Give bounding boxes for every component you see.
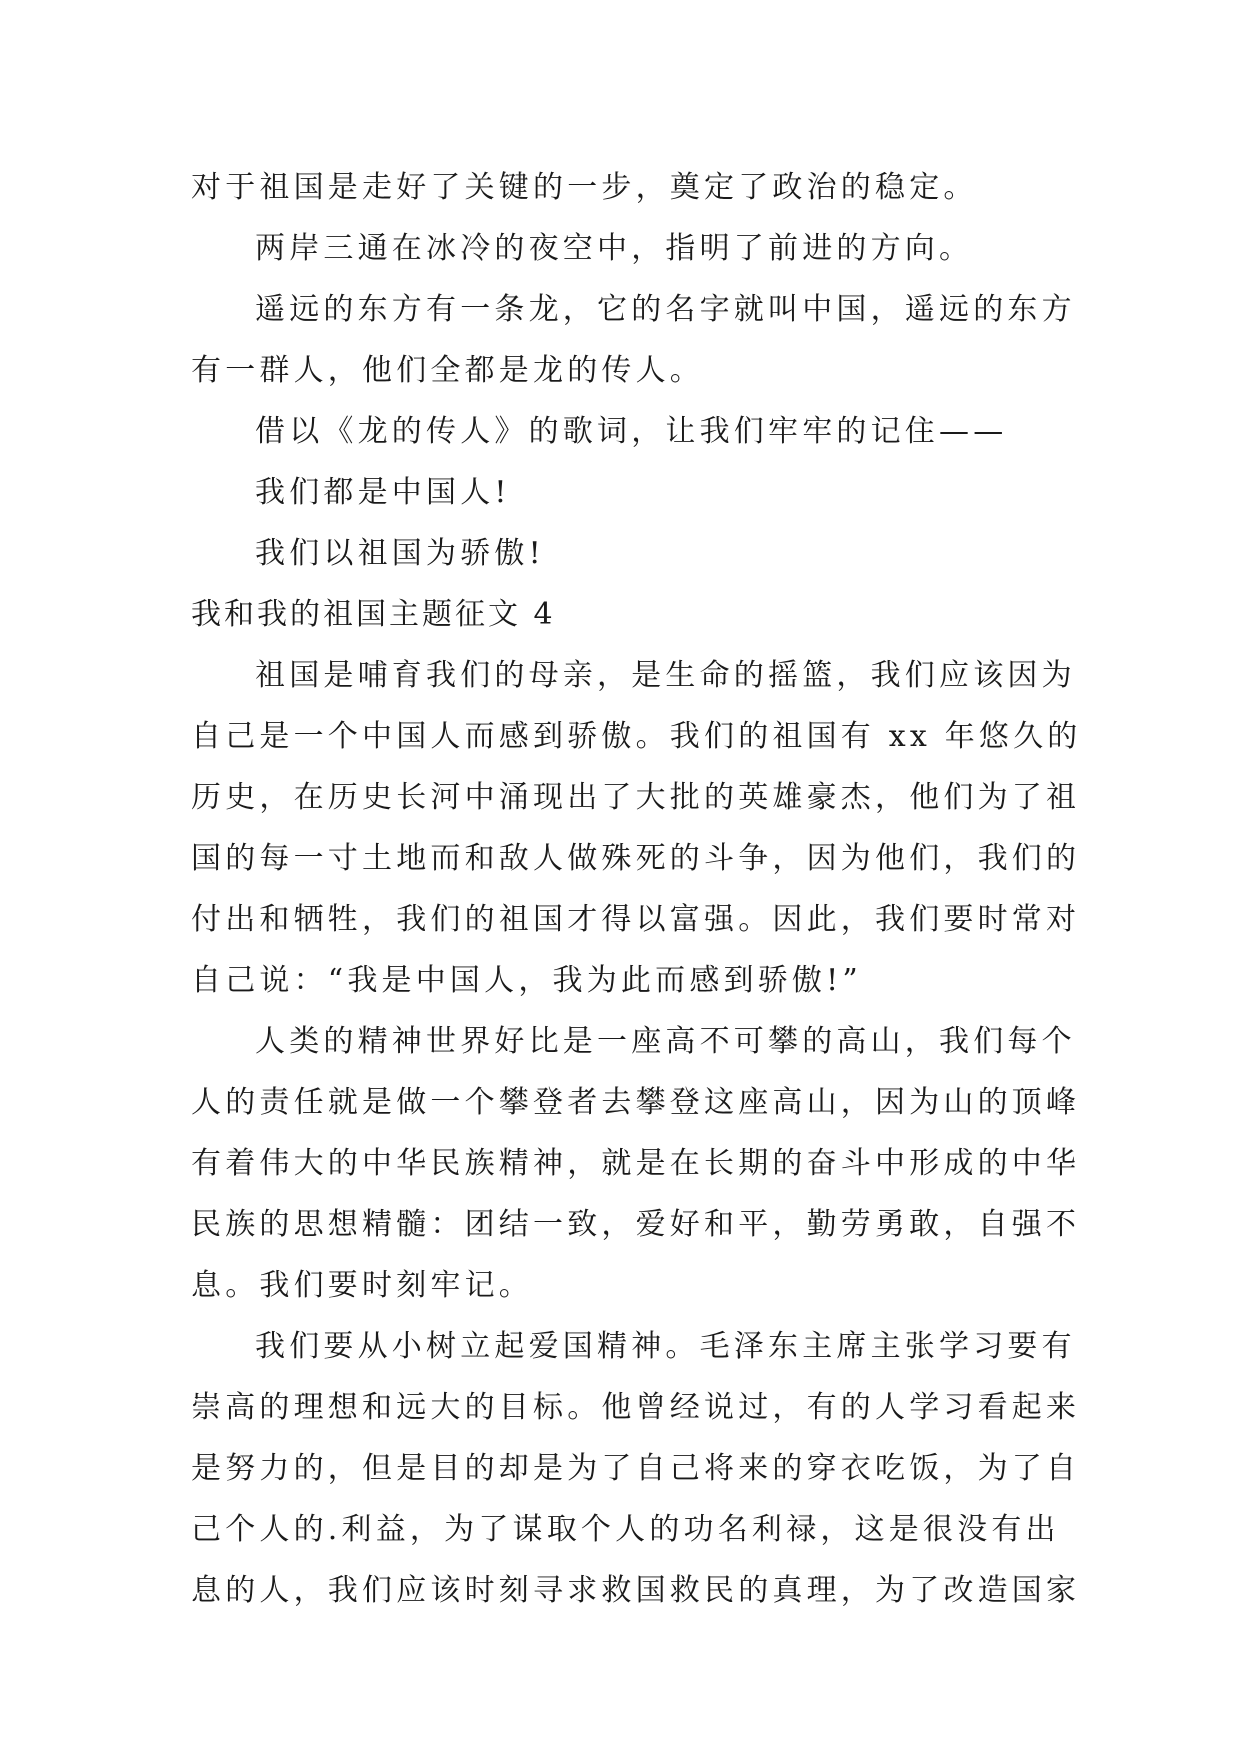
text-line: 自己是一个中国人而感到骄傲。我们的祖国有 xx 年悠久的 — [191, 719, 1082, 754]
text-line: 对于祖国是走好了关键的一步，奠定了政治的稳定。 — [191, 170, 978, 205]
text-line: 有一群人，他们全都是龙的传人。 — [191, 353, 704, 388]
text-line: 我们要从小树立起爱国精神。毛泽东主席主张学习要有 — [255, 1329, 1076, 1364]
text-line: 崇高的理想和远大的目标。他曾经说过，有的人学习看起来 — [191, 1390, 1081, 1425]
text-line: 有着伟大的中华民族精神，就是在长期的奋斗中形成的中华 — [191, 1146, 1081, 1181]
text-line: 是努力的，但是目的却是为了自己将来的穿衣吃饭，为了自 — [191, 1451, 1081, 1486]
text-line: 人的责任就是做一个攀登者去攀登这座高山，因为山的顶峰 — [191, 1085, 1081, 1120]
text-line: 人类的精神世界好比是一座高不可攀的高山，我们每个 — [255, 1024, 1076, 1059]
text-line: 民族的思想精髓：团结一致，爱好和平，勤劳勇敢，自强不 — [191, 1207, 1081, 1242]
text-line: 我们以祖国为骄傲! — [255, 536, 545, 571]
text-line: 国的每一寸土地而和敌人做殊死的斗争，因为他们，我们的 — [191, 841, 1081, 876]
section-heading: 我和我的祖国主题征文 4 — [191, 597, 556, 632]
text-line: 息。我们要时刻牢记。 — [191, 1268, 533, 1303]
text-line: 祖国是哺育我们的母亲，是生命的摇篮，我们应该因为 — [255, 658, 1076, 693]
text-line: 息的人，我们应该时刻寻求救国救民的真理，为了改造国家 — [191, 1573, 1081, 1608]
text-line: 两岸三通在冰冷的夜空中，指明了前进的方向。 — [255, 231, 974, 266]
text-line: 我们都是中国人! — [255, 475, 511, 510]
text-line: 己个人的.利益，为了谋取个人的功名利禄，这是很没有出 — [191, 1512, 1060, 1547]
text-line: 自己说：“我是中国人，我为此而感到骄傲!” — [191, 963, 862, 998]
text-line: 付出和牺牲，我们的祖国才得以富强。因此，我们要时常对 — [191, 902, 1081, 937]
text-line: 历史，在历史长河中涌现出了大批的英雄豪杰，他们为了祖 — [191, 780, 1081, 815]
text-line: 遥远的东方有一条龙，它的名字就叫中国，遥远的东方 — [255, 292, 1076, 327]
text-line: 借以《龙的传人》的歌词，让我们牢牢的记住—— — [255, 414, 1008, 449]
essay-body — [191, 157, 1082, 1621]
